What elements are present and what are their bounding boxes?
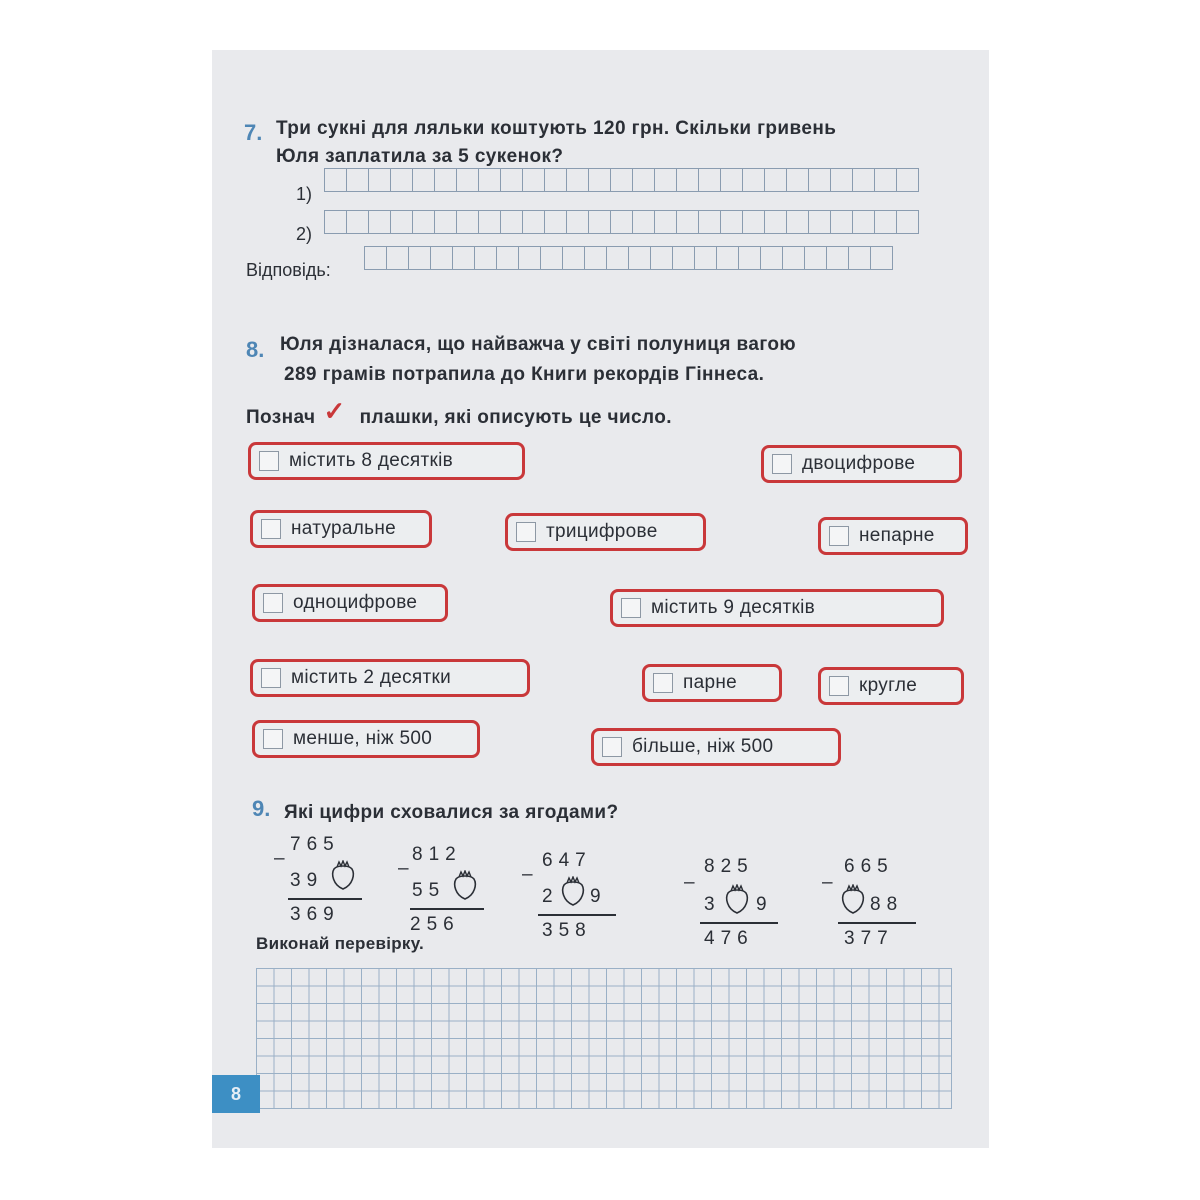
subtrahend-known: 39 <box>290 870 324 891</box>
subtraction-example-2: – 812 55 256 <box>398 844 488 944</box>
chip-checkbox[interactable] <box>621 598 641 618</box>
task8-text-line1: Юля дізналася, що найважча у світі полуниця вагою <box>280 334 797 355</box>
task7-row1-cells[interactable] <box>324 168 919 192</box>
task8-instr-before: Познач <box>246 406 316 428</box>
chip-less-than-500[interactable] <box>252 720 480 758</box>
task9-check-label: Виконай перевірку. <box>256 934 425 953</box>
task9-question: Які цифри сховалися за ягодами? <box>284 802 619 823</box>
minuend: 812 <box>412 844 462 865</box>
chip-label: містить 9 десятків <box>651 597 815 618</box>
task7-answer-label: Відповідь: <box>246 260 331 280</box>
chip-checkbox[interactable] <box>829 526 849 546</box>
task7-row2-cells[interactable] <box>324 210 919 234</box>
chip-odd[interactable] <box>818 517 968 555</box>
chip-checkbox[interactable] <box>829 676 849 696</box>
task8-instr-after: плашки, які описують це число. <box>359 406 672 428</box>
chip-checkbox[interactable] <box>259 451 279 471</box>
chip-contains-2-tens[interactable] <box>250 659 530 697</box>
subtrahend-right: 88 <box>870 894 904 915</box>
chip-label: містить 2 десятки <box>291 667 451 688</box>
subtraction-example-1: – 765 39 369 <box>274 834 364 934</box>
chip-label: непарне <box>859 525 935 546</box>
checkmark-icon: ✓ <box>323 396 346 426</box>
strawberry-icon <box>330 860 356 890</box>
chip-checkbox[interactable] <box>263 593 283 613</box>
difference: 369 <box>290 904 340 925</box>
chip-label: менше, ніж 500 <box>293 728 433 749</box>
chip-even[interactable] <box>642 664 782 702</box>
chip-label: одноцифрове <box>293 592 418 613</box>
chip-label: натуральне <box>291 518 397 539</box>
minuend: 825 <box>704 856 754 877</box>
minuend: 647 <box>542 850 592 871</box>
chip-checkbox[interactable] <box>516 522 536 542</box>
minuend: 665 <box>844 856 894 877</box>
task9-number: 9. <box>252 796 271 821</box>
minuend: 765 <box>290 834 340 855</box>
task8-number: 8. <box>246 337 265 362</box>
chip-round[interactable] <box>818 667 964 705</box>
chip-label: трицифрове <box>546 521 658 542</box>
chip-greater-than-500[interactable] <box>591 728 841 766</box>
subtrahend-right: 9 <box>590 886 607 907</box>
page-number: 8 <box>212 1075 260 1113</box>
difference: 358 <box>542 920 592 941</box>
chip-checkbox[interactable] <box>263 729 283 749</box>
subtraction-example-3: – 647 2 9 358 <box>522 850 612 950</box>
task7-row2-label: 2) <box>296 224 313 244</box>
workbook-page <box>212 50 989 1148</box>
difference: 476 <box>704 928 754 949</box>
chip-label: парне <box>683 672 737 693</box>
strawberry-icon <box>560 876 586 906</box>
subtraction-example-5: – 665 88 377 <box>822 856 912 956</box>
chip-label: двоцифрове <box>802 453 916 474</box>
chip-two-digit[interactable] <box>761 445 962 483</box>
subtrahend-left: 2 <box>542 886 559 907</box>
chip-checkbox[interactable] <box>602 737 622 757</box>
subtrahend-known: 55 <box>412 880 446 901</box>
chip-label: більше, ніж 500 <box>632 736 774 757</box>
chip-three-digit[interactable] <box>505 513 706 551</box>
chip-one-digit[interactable] <box>252 584 448 622</box>
chip-contains-9-tens[interactable] <box>610 589 944 627</box>
task7-row1-label: 1) <box>296 184 313 204</box>
task8-text-line2: 289 грамів потрапила до Книги рекордів Гіннеса. <box>284 364 765 385</box>
chip-checkbox[interactable] <box>261 519 281 539</box>
chip-checkbox[interactable] <box>261 668 281 688</box>
subtrahend-right: 9 <box>756 894 773 915</box>
chip-checkbox[interactable] <box>653 673 673 693</box>
task7-answer-cells[interactable] <box>364 246 893 270</box>
scratch-grid[interactable] <box>256 968 952 1109</box>
strawberry-icon <box>724 884 750 914</box>
subtraction-example-4: – 825 3 9 476 <box>684 856 774 956</box>
difference: 256 <box>410 914 460 935</box>
chip-label: кругле <box>859 675 918 696</box>
strawberry-icon <box>452 870 478 900</box>
chip-label: містить 8 десятків <box>289 450 453 471</box>
task7-number: 7. <box>244 120 263 145</box>
chip-checkbox[interactable] <box>772 454 792 474</box>
task7-text-line1: Три сукні для ляльки коштують 120 грн. Скільки гривень <box>276 118 837 139</box>
chip-natural[interactable] <box>250 510 432 548</box>
subtrahend-left: 3 <box>704 894 721 915</box>
chip-contains-8-tens[interactable] <box>248 442 525 480</box>
task7-text-line2: Юля заплатила за 5 сукенок? <box>276 146 564 167</box>
task8-instruction <box>246 396 672 433</box>
strawberry-icon <box>840 884 866 914</box>
difference: 377 <box>844 928 894 949</box>
